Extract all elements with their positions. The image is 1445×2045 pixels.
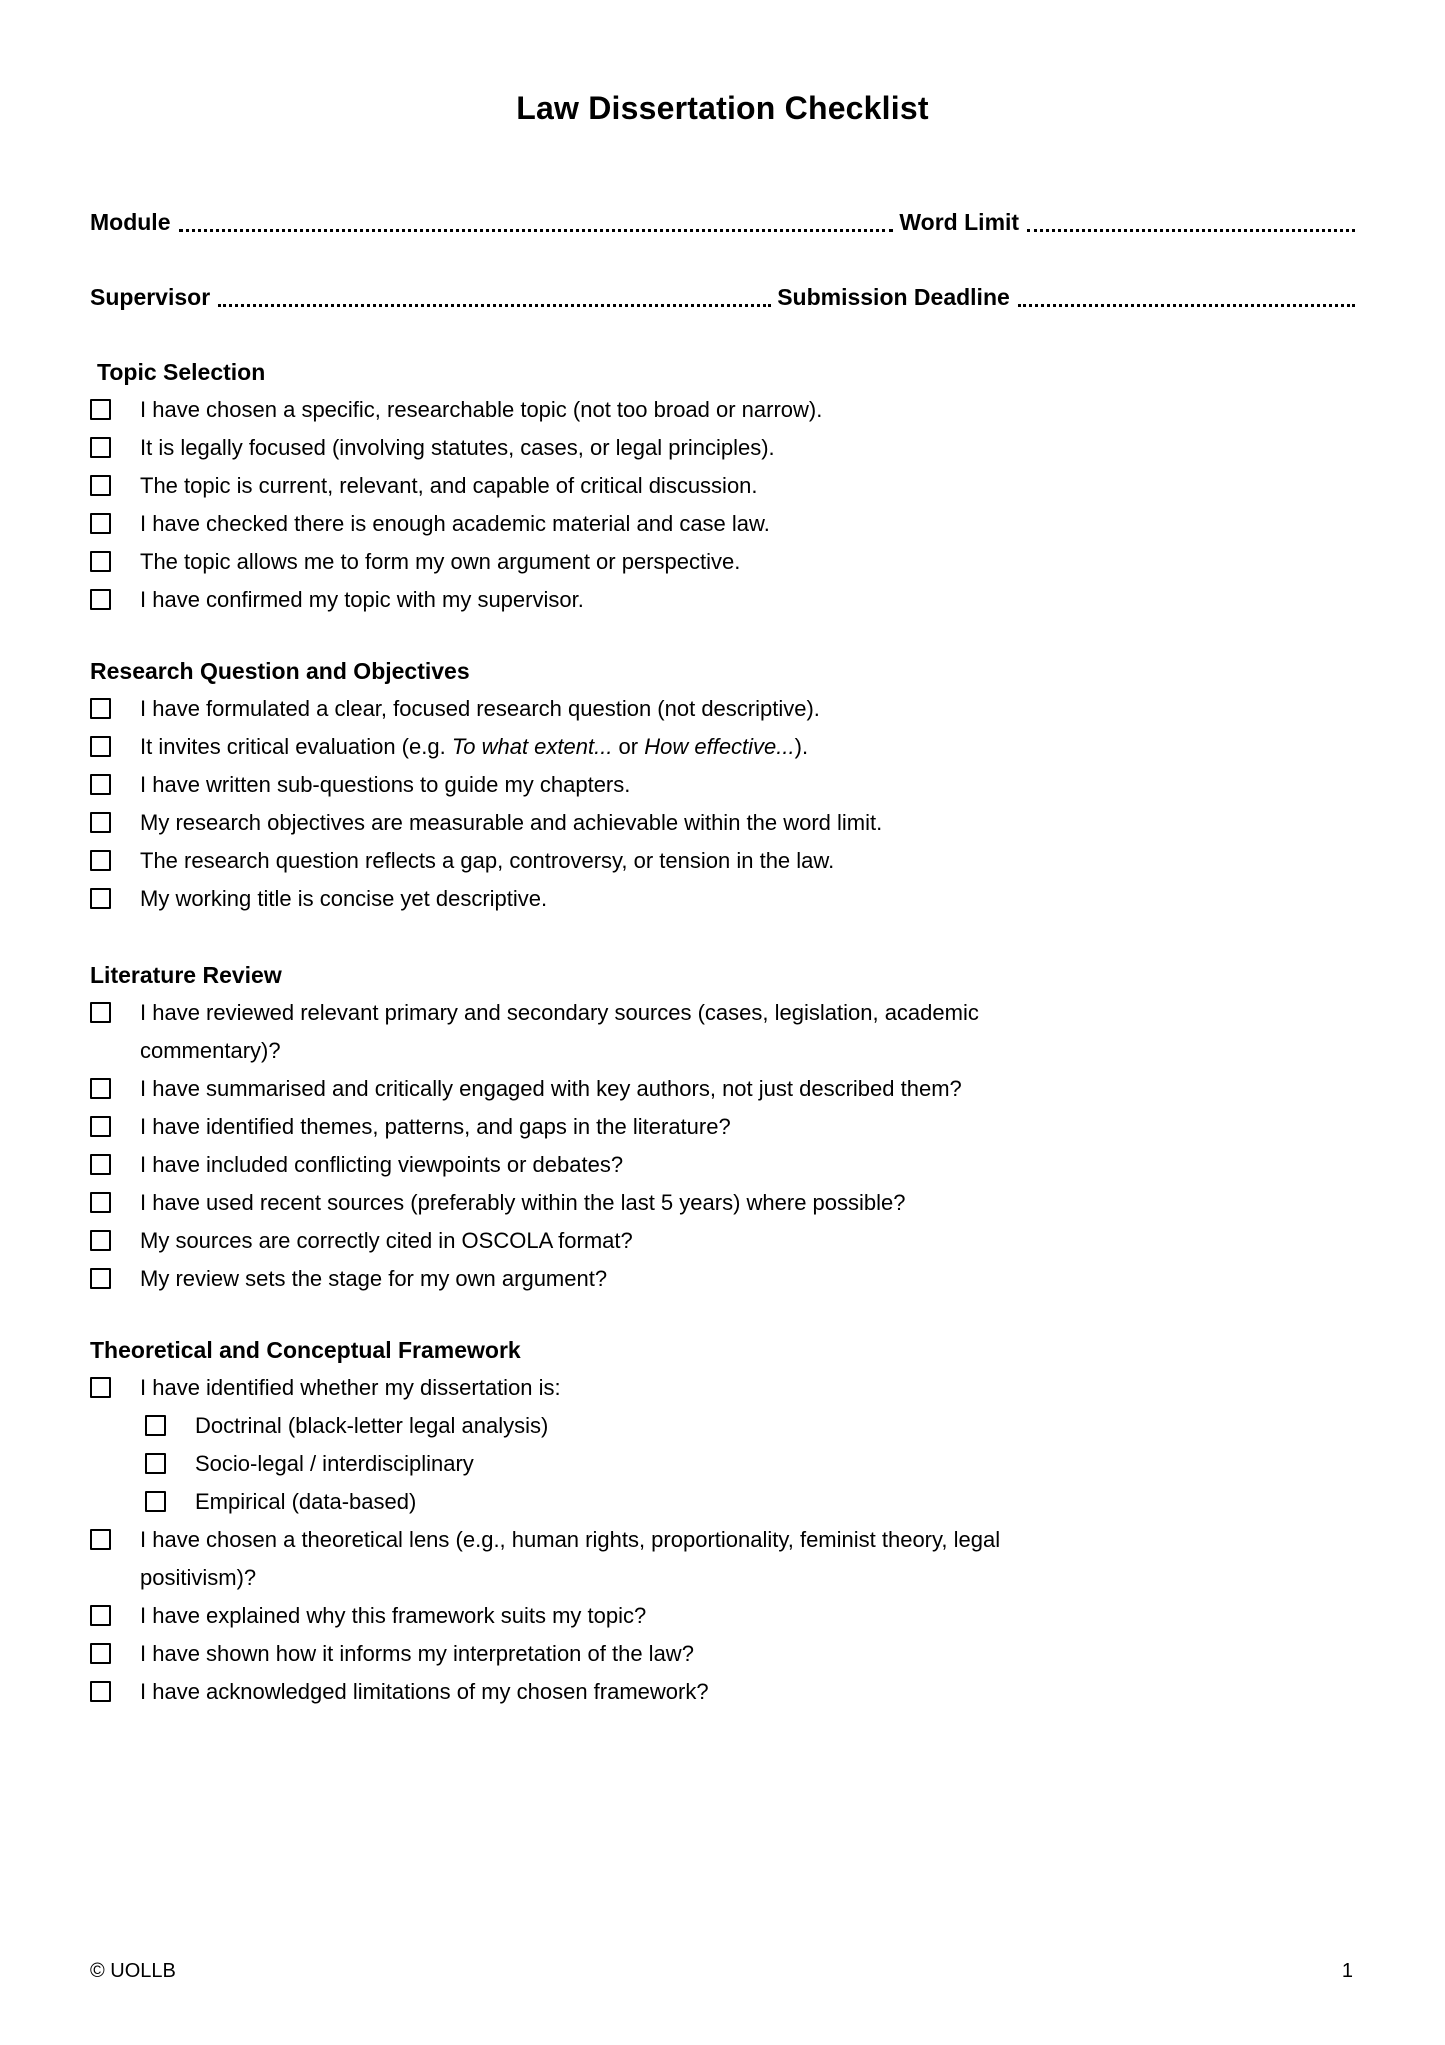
section-items [90, 1369, 1355, 1711]
checklist-item-label: I have formulated a clear, focused research question (not descriptive). [140, 696, 820, 721]
checklist-section [90, 956, 1355, 1298]
checklist-section [90, 1331, 1355, 1711]
checkbox[interactable] [90, 1268, 111, 1289]
checklist-item [90, 728, 1355, 766]
checklist-item [90, 1222, 1355, 1260]
word-limit-fill-line[interactable] [1027, 229, 1355, 232]
module-label: Module [90, 209, 171, 235]
checklist-item [90, 994, 1355, 1070]
checklist-item [90, 1369, 1355, 1407]
checklist-item-label: The topic is current, relevant, and capable of critical discussion. [140, 473, 758, 498]
checklist-item [90, 1184, 1355, 1222]
checkbox[interactable] [90, 1002, 111, 1023]
checklist-item-label: It is legally focused (involving statutes, cases, or legal principles). [140, 435, 775, 460]
checklist-item [90, 1521, 1355, 1597]
checkbox[interactable] [90, 1154, 111, 1175]
submission-deadline-fill-line[interactable] [1018, 304, 1355, 307]
checkbox[interactable] [90, 736, 111, 757]
checklist-item-label: I have used recent sources (preferably within the last 5 years) where possible? [140, 1190, 906, 1215]
checkbox[interactable] [145, 1453, 166, 1474]
checklist-item-label: My sources are correctly cited in OSCOLA format? [140, 1228, 633, 1253]
checkbox[interactable] [90, 1377, 111, 1398]
checkbox[interactable] [90, 1116, 111, 1137]
checklist-item [90, 1070, 1355, 1108]
checklist-item [90, 1673, 1355, 1711]
checklist-item-label: I have included conflicting viewpoints or debates? [140, 1152, 624, 1177]
checklist-item-label: It invites critical evaluation (e.g. To what extent... or How effective...). [140, 734, 809, 759]
checklist-item-label: I have acknowledged limitations of my chosen framework? [140, 1679, 709, 1704]
checkbox[interactable] [90, 551, 111, 572]
checklist-item [90, 1108, 1355, 1146]
checklist-section [90, 652, 1355, 918]
checklist-item [145, 1483, 1355, 1521]
checkbox[interactable] [90, 437, 111, 458]
module-fill-line[interactable] [179, 229, 894, 232]
checklist-item [145, 1445, 1355, 1483]
checklist-item-label: My research objectives are measurable and achievable within the word limit. [140, 810, 883, 835]
checkbox[interactable] [90, 812, 111, 833]
page-title: Law Dissertation Checklist [516, 90, 929, 126]
checkbox[interactable] [145, 1491, 166, 1512]
checklist-item [90, 804, 1355, 842]
checklist-item-label: The research question reflects a gap, controversy, or tension in the law. [140, 848, 835, 873]
section-heading: Theoretical and Conceptual Framework [90, 1337, 521, 1363]
checkbox[interactable] [90, 1192, 111, 1213]
checklist-item [90, 505, 1355, 543]
checklist-item-label: I have chosen a specific, researchable topic (not too broad or narrow). [140, 397, 823, 422]
checkbox[interactable] [90, 1681, 111, 1702]
checklist-item-label: Empirical (data-based) [195, 1489, 417, 1514]
checklist-item [90, 543, 1355, 581]
section-heading: Topic Selection [97, 359, 266, 385]
checklist-item-label: I have chosen a theoretical lens (e.g., human rights, proportionality, feminist theory, legal positivism)? [140, 1527, 1001, 1590]
checkbox[interactable] [90, 774, 111, 795]
checkbox[interactable] [145, 1415, 166, 1436]
checkbox[interactable] [90, 850, 111, 871]
checklist-item-label: My working title is concise yet descriptive. [140, 886, 548, 911]
checkbox[interactable] [90, 475, 111, 496]
checklist-item [90, 391, 1355, 429]
supervisor-fill-line[interactable] [218, 304, 771, 307]
section-items [90, 994, 1355, 1298]
module-word-limit-line [90, 205, 1355, 239]
checklist-item-label: I have confirmed my topic with my supervisor. [140, 587, 584, 612]
checklist-item [90, 690, 1355, 728]
checklist-item-label: The topic allows me to form my own argument or perspective. [140, 549, 741, 574]
submission-deadline-label: Submission Deadline [777, 284, 1010, 310]
checkbox[interactable] [90, 698, 111, 719]
checklist-item [90, 467, 1355, 505]
checkbox[interactable] [90, 589, 111, 610]
supervisor-deadline-line [90, 280, 1355, 314]
checklist-item-label: I have reviewed relevant primary and secondary sources (cases, legislation, academic commentary)? [140, 1000, 979, 1063]
checklist-sections [90, 353, 1355, 1711]
supervisor-label: Supervisor [90, 284, 211, 310]
checklist-item-label: Socio-legal / interdisciplinary [195, 1451, 474, 1476]
checklist-item-label: I have explained why this framework suits my topic? [140, 1603, 647, 1628]
checkbox[interactable] [90, 1529, 111, 1550]
checklist-item-label: My review sets the stage for my own argument? [140, 1266, 608, 1291]
checklist-item-label: I have summarised and critically engaged with key authors, not just described them? [140, 1076, 962, 1101]
checklist-item [90, 1260, 1355, 1298]
checklist-item-label: I have shown how it informs my interpretation of the law? [140, 1641, 694, 1666]
checkbox[interactable] [90, 513, 111, 534]
checkbox[interactable] [90, 1643, 111, 1664]
section-items [90, 690, 1355, 918]
checkbox[interactable] [90, 1605, 111, 1626]
checklist-item [90, 766, 1355, 804]
copyright-text: © UOLLB [90, 1960, 176, 1982]
checkbox[interactable] [90, 399, 111, 420]
checklist-item [145, 1407, 1355, 1445]
page-footer [90, 1957, 1353, 1985]
checklist-item-label: I have written sub-questions to guide my chapters. [140, 772, 631, 797]
checklist-item-label: I have identified whether my dissertation is: [140, 1375, 561, 1400]
checklist-item-label: I have checked there is enough academic material and case law. [140, 511, 770, 536]
checklist-section [90, 353, 1355, 619]
checklist-item [90, 842, 1355, 880]
checklist-item [90, 1146, 1355, 1184]
word-limit-label: Word Limit [899, 209, 1020, 235]
checklist-item [90, 581, 1355, 619]
checklist-item [90, 429, 1355, 467]
checklist-item [90, 1597, 1355, 1635]
checkbox[interactable] [90, 1078, 111, 1099]
section-items [90, 391, 1355, 619]
section-heading: Literature Review [90, 962, 282, 988]
checkbox[interactable] [90, 888, 111, 909]
checklist-item-label: Doctrinal (black-letter legal analysis) [195, 1413, 549, 1438]
checkbox[interactable] [90, 1230, 111, 1251]
section-heading: Research Question and Objectives [90, 658, 470, 684]
page-number: 1 [1341, 1960, 1353, 1982]
checklist-item [90, 880, 1355, 918]
checklist-item [90, 1635, 1355, 1673]
checklist-item-label: I have identified themes, patterns, and gaps in the literature? [140, 1114, 731, 1139]
